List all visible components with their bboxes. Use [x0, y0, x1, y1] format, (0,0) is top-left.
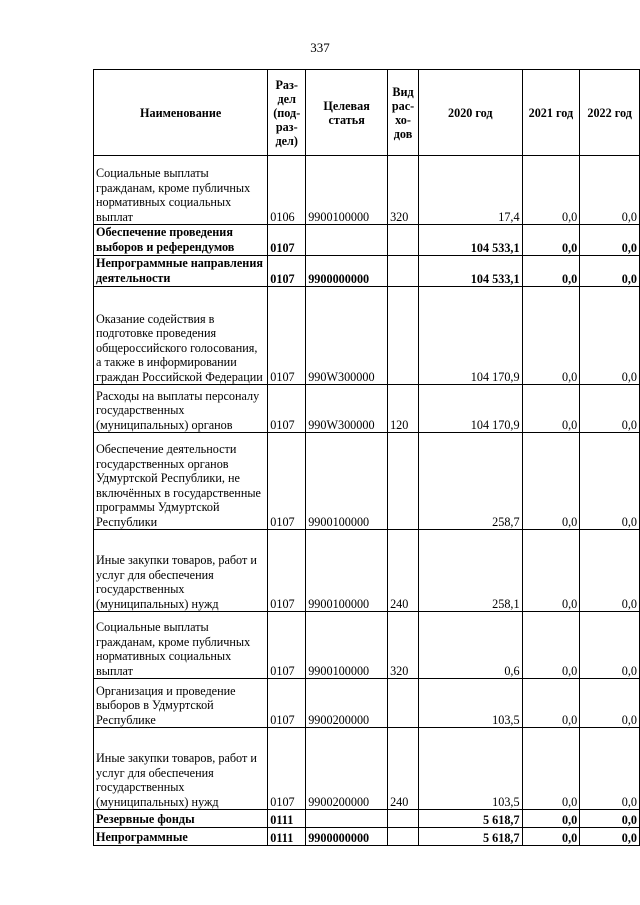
header-expense-type: Вид рас- хо- дов [388, 70, 419, 156]
row-2021: 0,0 [522, 810, 580, 828]
row-target: 9900200000 [306, 679, 388, 728]
row-2021: 0,0 [522, 156, 580, 225]
row-target [306, 810, 388, 828]
row-name: Обеспечение деятельности государственных органов Удмуртской Республики, не включённых в государственные программы Удмуртской Республики [94, 433, 268, 530]
row-2022: 0,0 [580, 156, 640, 225]
row-expense-type: 120 [388, 385, 419, 433]
row-2020: 0,6 [419, 612, 523, 679]
table-row [94, 828, 640, 846]
row-name: Социальные выплаты гражданам, кроме публичных нормативных социальных выплат [94, 612, 268, 679]
row-name: Обеспечение проведения выборов и референдумов [94, 225, 268, 256]
row-section: 0107 [268, 225, 306, 256]
row-target [306, 225, 388, 256]
row-2020: 104 170,9 [419, 287, 523, 385]
row-2022: 0,0 [580, 612, 640, 679]
table-body [94, 156, 640, 846]
row-name: Иные закупки товаров, работ и услуг для обеспечения государственных (муниципальных) нужд [94, 728, 268, 810]
row-2020: 103,5 [419, 679, 523, 728]
row-target: 9900000000 [306, 828, 388, 846]
row-target: 9900100000 [306, 612, 388, 679]
row-name: Резервные фонды [94, 810, 268, 828]
row-expense-type: 240 [388, 728, 419, 810]
row-2020: 5 618,7 [419, 810, 523, 828]
table-row [94, 433, 640, 530]
table-row [94, 287, 640, 385]
row-target: 990W300000 [306, 287, 388, 385]
row-2021: 0,0 [522, 256, 580, 287]
header-section: Раз- дел (под- раз- дел) [268, 70, 306, 156]
table-row [94, 530, 640, 612]
row-2022: 0,0 [580, 828, 640, 846]
row-name: Непрограммные [94, 828, 268, 846]
row-expense-type [388, 679, 419, 728]
row-expense-type [388, 225, 419, 256]
row-section: 0107 [268, 612, 306, 679]
row-expense-type [388, 433, 419, 530]
header-2021: 2021 год [522, 70, 580, 156]
row-section: 0107 [268, 256, 306, 287]
table-row [94, 156, 640, 225]
table-row [94, 728, 640, 810]
row-target: 9900100000 [306, 433, 388, 530]
row-2021: 0,0 [522, 612, 580, 679]
row-expense-type [388, 828, 419, 846]
row-2022: 0,0 [580, 256, 640, 287]
row-2021: 0,0 [522, 225, 580, 256]
row-target: 9900000000 [306, 256, 388, 287]
row-2020: 104 533,1 [419, 225, 523, 256]
row-2020: 104 533,1 [419, 256, 523, 287]
row-2021: 0,0 [522, 433, 580, 530]
row-name: Непрограммные направления деятельности [94, 256, 268, 287]
row-2022: 0,0 [580, 287, 640, 385]
table-row [94, 225, 640, 256]
row-name: Расходы на выплаты персоналу государственных (муниципальных) органов [94, 385, 268, 433]
row-target: 990W300000 [306, 385, 388, 433]
row-target: 9900100000 [306, 530, 388, 612]
row-section: 0107 [268, 728, 306, 810]
header-target: Целевая статья [306, 70, 388, 156]
header-2020: 2020 год [419, 70, 523, 156]
table-row [94, 679, 640, 728]
table-row [94, 256, 640, 287]
row-target: 9900200000 [306, 728, 388, 810]
header-name: Наименование [94, 70, 268, 156]
row-expense-type [388, 287, 419, 385]
row-2022: 0,0 [580, 385, 640, 433]
row-expense-type [388, 810, 419, 828]
row-2021: 0,0 [522, 679, 580, 728]
row-expense-type: 320 [388, 156, 419, 225]
row-2021: 0,0 [522, 728, 580, 810]
row-2020: 5 618,7 [419, 828, 523, 846]
row-2022: 0,0 [580, 433, 640, 530]
row-2020: 258,1 [419, 530, 523, 612]
row-2020: 104 170,9 [419, 385, 523, 433]
row-name: Социальные выплаты гражданам, кроме публичных нормативных социальных выплат [94, 156, 268, 225]
row-section: 0111 [268, 828, 306, 846]
row-2022: 0,0 [580, 810, 640, 828]
row-2021: 0,0 [522, 385, 580, 433]
row-section: 0107 [268, 287, 306, 385]
row-2021: 0,0 [522, 530, 580, 612]
row-2021: 0,0 [522, 287, 580, 385]
row-section: 0111 [268, 810, 306, 828]
row-name: Оказание содействия в подготовке проведения общероссийского голосования, а также в информировании граждан Российской Федерации [94, 287, 268, 385]
row-2022: 0,0 [580, 679, 640, 728]
row-expense-type: 320 [388, 612, 419, 679]
header-2022: 2022 год [580, 70, 640, 156]
row-2022: 0,0 [580, 225, 640, 256]
row-expense-type: 240 [388, 530, 419, 612]
page-number: 337 [310, 40, 330, 55]
table-row [94, 810, 640, 828]
table-row [94, 612, 640, 679]
row-2020: 103,5 [419, 728, 523, 810]
row-section: 0106 [268, 156, 306, 225]
table-row [94, 385, 640, 433]
row-section: 0107 [268, 385, 306, 433]
row-2021: 0,0 [522, 828, 580, 846]
row-expense-type [388, 256, 419, 287]
row-name: Иные закупки товаров, работ и услуг для обеспечения государственных (муниципальных) нужд [94, 530, 268, 612]
row-target: 9900100000 [306, 156, 388, 225]
row-section: 0107 [268, 433, 306, 530]
budget-table [93, 69, 640, 846]
row-name: Организация и проведение выборов в Удмуртской Республике [94, 679, 268, 728]
row-section: 0107 [268, 530, 306, 612]
row-section: 0107 [268, 679, 306, 728]
row-2020: 17,4 [419, 156, 523, 225]
table-header-row [94, 70, 640, 156]
row-2022: 0,0 [580, 728, 640, 810]
row-2020: 258,7 [419, 433, 523, 530]
row-2022: 0,0 [580, 530, 640, 612]
